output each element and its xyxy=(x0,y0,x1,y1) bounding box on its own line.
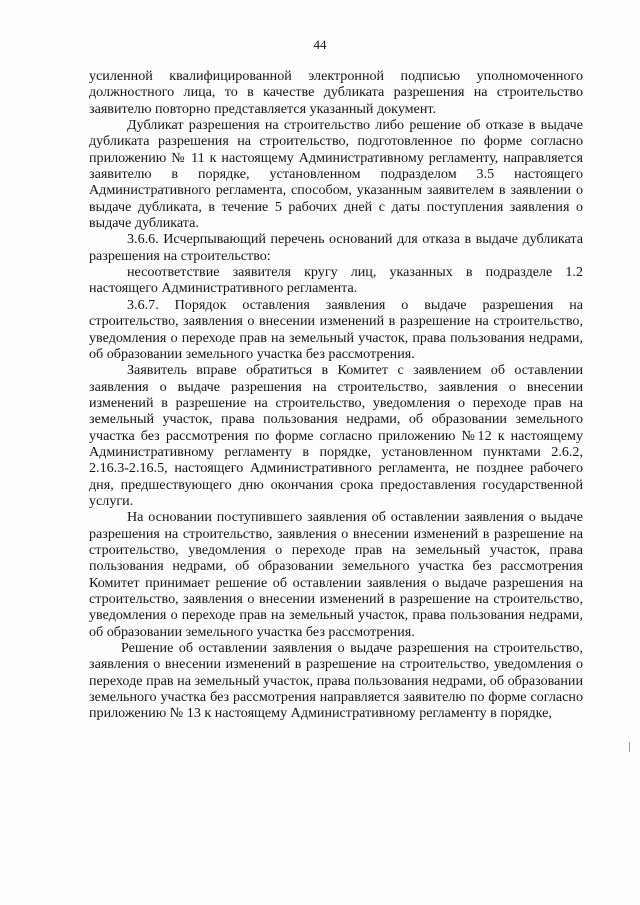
document-body xyxy=(89,68,583,722)
paragraph-applicant-right: Заявитель вправе обратиться в Комитет с заявлением об оставлении заявления о выдаче разрешения на строительство, заявления о внесении изменений в разрешение на строительство, уведомления о переходе прав на земельный участок, права пользования недрами, об образовании земельного участка без рассмотрения по форме согласно приложению №12 к настоящему Административному регламенту в порядке, установленном пунктами 2.6.2, 2.16.3-2.16.5, настоящего Административного регламента, не позднее рабочего дня, предшествующего дню окончания срока предоставления государственной услуги. xyxy=(89,362,583,509)
paragraph-3-6-7-heading: 3.6.7. Порядок оставления заявления о выдаче разрешения на строительство, заявления о внесении изменений в разрешение на строительство, уведомления о переходе прав на земельный участок, права пользования недрами, об образовании земельного участка без рассмотрения. xyxy=(89,296,583,362)
paragraph-decision-delivery: Решение об оставлении заявления о выдаче разрешения на строительство, заявления о внесении изменений в разрешение на строительство, уведомления о переходе прав на земельный участок, права пользования недрами, об образовании земельного участка без рассмотрения направляется заявителю по форме согласно приложению № 13 к настоящему Административному регламенту в порядке, xyxy=(89,640,583,722)
scan-artifact xyxy=(629,742,630,752)
paragraph-signature-continuation: усиленной квалифицированной электронной подписью уполномоченного должностного лица, то в качестве дубликата разрешения на строительство заявителю повторно представляется указанный документ. xyxy=(89,68,583,117)
paragraph-duplicate-delivery: Дубликат разрешения на строительство либо решение об отказе в выдаче дубликата разрешения на строительство, подготовленное по форме согласно приложению № 11 к настоящему Административному регламенту, направляется заявителю в порядке, установленном подразделом 3.5 настоящего Административного регламента, способом, указанным заявителем в заявлении о выдаче дубликата, в течение 5 рабочих дней с даты поступления заявления о выдаче дубликата. xyxy=(89,117,583,232)
paragraph-3-6-6-heading: 3.6.6. Исчерпывающий перечень оснований для отказа в выдаче дубликата разрешения на строительство: xyxy=(89,231,583,264)
paragraph-committee-decision: На основании поступившего заявления об оставлении заявления о выдаче разрешения на строительство, заявления о внесении изменений в разрешение на строительство, уведомления о переходе прав на земельный участок, права пользования недрами, об образовании земельного участка без рассмотрения Комитет принимает решение об оставлении заявления о выдаче разрешения на строительство, заявления о внесении изменений в разрешение на строительство, уведомления о переходе прав на земельный участок, права пользования недрами, об образовании земельного участка без рассмотрения. xyxy=(89,509,583,640)
page-number: 44 xyxy=(313,37,327,52)
paragraph-refusal-ground: несоответствие заявителя кругу лиц, указанных в подразделе 1.2 настоящего Административного регламента. xyxy=(89,264,583,297)
